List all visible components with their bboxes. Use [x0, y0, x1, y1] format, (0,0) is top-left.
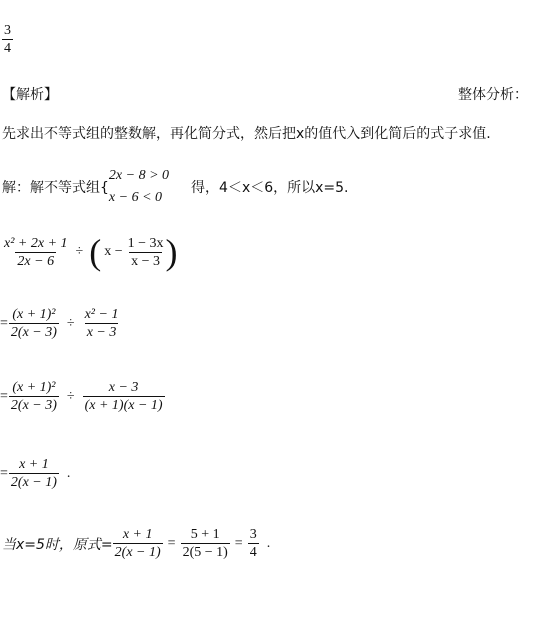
- expr-inner-num: 1 − 3x: [127, 235, 164, 251]
- intro-text: 先求出不等式组的整数解，再化简分式，然后把x的值代入到化简后的式子求值.: [2, 126, 491, 142]
- inequality-system: [109, 165, 169, 209]
- inequality-2: x − 6 < 0: [108, 190, 163, 205]
- final-c-den: 4: [249, 545, 257, 560]
- expr-left-paren: (: [89, 232, 102, 272]
- expr-inner-x: x −: [104, 244, 123, 259]
- step3-equals: =: [0, 388, 8, 404]
- step3-divide: ÷: [66, 388, 75, 404]
- expr-divide: ÷: [75, 244, 84, 259]
- final-prefix: 当x=5时，原式=: [2, 536, 113, 553]
- original-expression: [2, 234, 178, 270]
- step2-divide: ÷: [66, 315, 75, 331]
- expr-frac1-num: x² + 2x + 1: [4, 235, 68, 251]
- final-a-den: 2(x − 1): [114, 545, 161, 560]
- answer-numerator: 3: [4, 23, 11, 38]
- step-2: [0, 306, 120, 341]
- step3-a-den: 2(x − 3): [10, 398, 57, 413]
- overall-analysis-label: 整体分析：: [458, 87, 528, 103]
- step4-equals: =: [0, 465, 8, 481]
- expr-right-paren: ): [165, 232, 178, 272]
- expr-inner-den: x − 3: [131, 253, 161, 269]
- step-4: [0, 456, 70, 491]
- step4-den: 2(x − 1): [10, 475, 57, 490]
- final-b-den: 2(5 − 1): [182, 545, 228, 560]
- step3-a-num: (x + 1)²: [12, 380, 56, 395]
- solve-prefix: 解：解不等式组{: [2, 180, 109, 196]
- answer-fraction: [2, 22, 13, 57]
- final-a-num: x + 1: [122, 527, 153, 542]
- step2-b-num: x² − 1: [84, 307, 119, 322]
- final-evaluation: [2, 526, 270, 561]
- final-period: .: [266, 535, 271, 551]
- step-3: [0, 379, 165, 414]
- step2-a-num: (x + 1)²: [12, 307, 56, 322]
- final-equals-1: =: [167, 535, 176, 551]
- step3-b-den: (x + 1)(x − 1): [84, 398, 163, 413]
- analysis-heading: 【解析】: [2, 87, 58, 103]
- final-c-num: 3: [249, 527, 257, 542]
- step4-num: x + 1: [19, 457, 49, 472]
- step2-a-den: 2(x − 3): [10, 325, 57, 340]
- inequality-1: 2x − 8 > 0: [108, 168, 170, 183]
- answer-denominator: 4: [4, 41, 11, 56]
- step3-b-num: x − 3: [108, 380, 139, 395]
- final-equals-2: =: [234, 535, 243, 551]
- final-b-num: 5 + 1: [190, 527, 220, 542]
- step2-equals: =: [0, 315, 8, 331]
- expr-frac1-den: 2x − 6: [17, 253, 55, 269]
- step4-period: .: [66, 465, 71, 481]
- inequality-solution: [2, 165, 349, 209]
- solve-result: 得，4＜x＜6，所以x=5.: [191, 180, 349, 196]
- step2-b-den: x − 3: [86, 325, 117, 340]
